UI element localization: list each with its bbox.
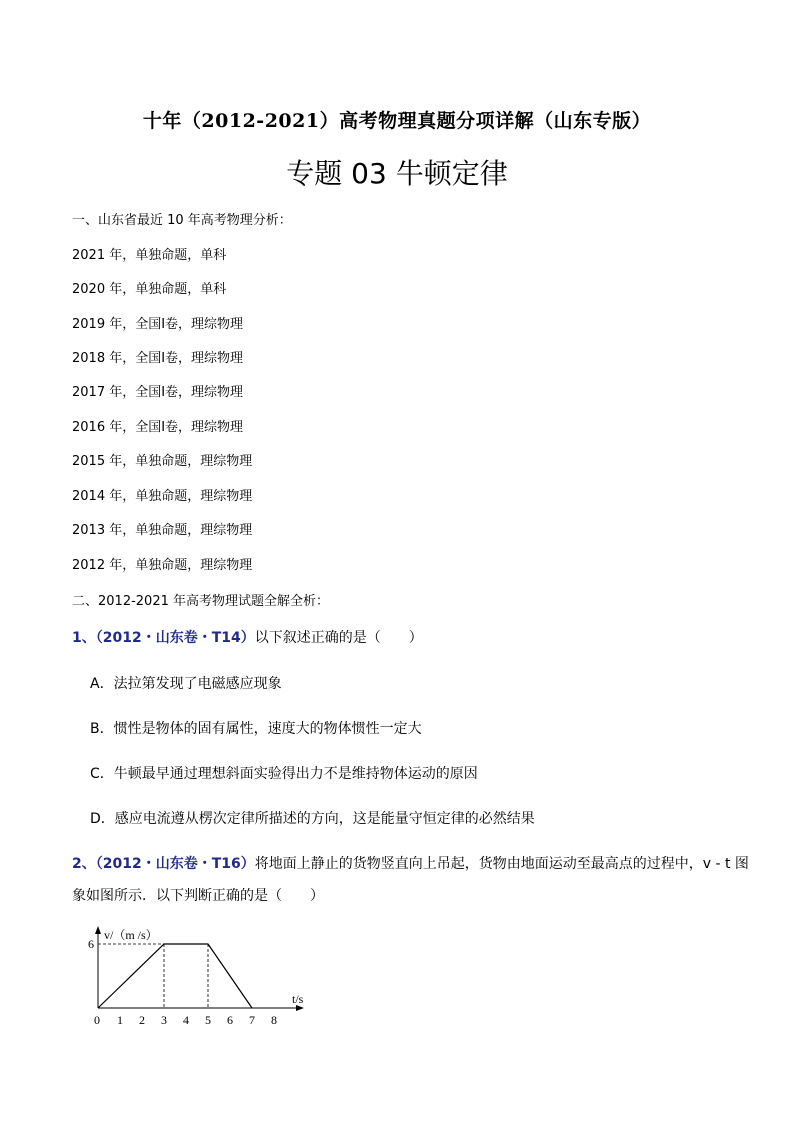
x-tick-label: 8 [271,1013,277,1027]
y-tick-labels [88,937,94,951]
section2-heading: 二、2012-2021 年高考物理试题全解全析： [72,594,329,609]
topic-title: 专题 03 牛顿定律 [286,157,508,190]
x-tick-label: 3 [161,1013,167,1027]
y-axis-arrow [95,926,101,934]
year-line: 2019 年，全国Ⅰ卷，理综物理 [72,317,244,332]
year-line: 2015 年，单独命题，理综物理 [72,454,253,469]
document-title: 十年（2012-2021）高考物理真题分项详解（山东专版） [142,110,652,132]
option-b: B．惯性是物体的固有属性，速度大的物体惯性一定大 [90,721,422,737]
option-d: D．感应电流遵从楞次定律所描述的方向，这是能量守恒定律的必然结果 [90,811,535,827]
year-line: 2020 年，单独命题，单科 [72,282,227,297]
x-tick-label: 0 [94,1013,100,1027]
question-number: 2、 [72,856,96,872]
option-a: A．法拉第发现了电磁感应现象 [90,676,282,692]
question-2-line2: 象如图所示．以下判断正确的是（ ） [72,888,324,904]
option-c: C．牛顿最早通过理想斜面实验得出力不是维持物体运动的原因 [90,766,478,782]
year-line: 2012 年，单独命题，理综物理 [72,558,253,573]
question-source: （2012・山东卷・T16） [95,856,255,872]
year-line: 2013 年，单独命题，理综物理 [72,523,253,538]
question-1 [72,627,423,647]
x-tick-labels [94,1013,277,1027]
x-tick-label: 5 [205,1013,211,1027]
vt-chart [84,924,314,1032]
year-line: 2014 年，单独命题，理综物理 [72,489,253,504]
dashed-guides [98,944,208,1008]
section1-heading: 一、山东省最近 10 年高考物理分析： [72,213,292,228]
y-tick-label: 6 [88,937,94,951]
year-line: 2016 年，全国Ⅰ卷，理综物理 [72,420,244,435]
year-line: 2021 年，单独命题，单科 [72,248,227,263]
question-stem: 以下叙述正确的是（ ） [254,630,423,646]
y-axis-label: v/（m /s） [104,928,158,942]
question-source: （2012・山东卷・T14） [95,630,255,646]
x-tick-label: 4 [183,1013,189,1027]
x-tick-label: 1 [117,1013,123,1027]
question-number: 1、 [72,630,96,646]
question-2 [72,853,749,873]
x-tick-label: 7 [249,1013,255,1027]
velocity-series-line [98,944,252,1008]
year-line: 2018 年，全国Ⅰ卷，理综物理 [72,351,244,366]
x-axis-label: t/s [292,992,304,1006]
x-tick-label: 2 [139,1013,145,1027]
question-stem: 将地面上静止的货物竖直向上吊起，货物由地面运动至最高点的过程中，v - t 图 [254,856,749,872]
year-line: 2017 年，全国Ⅰ卷，理综物理 [72,385,244,400]
x-tick-label: 6 [227,1013,233,1027]
